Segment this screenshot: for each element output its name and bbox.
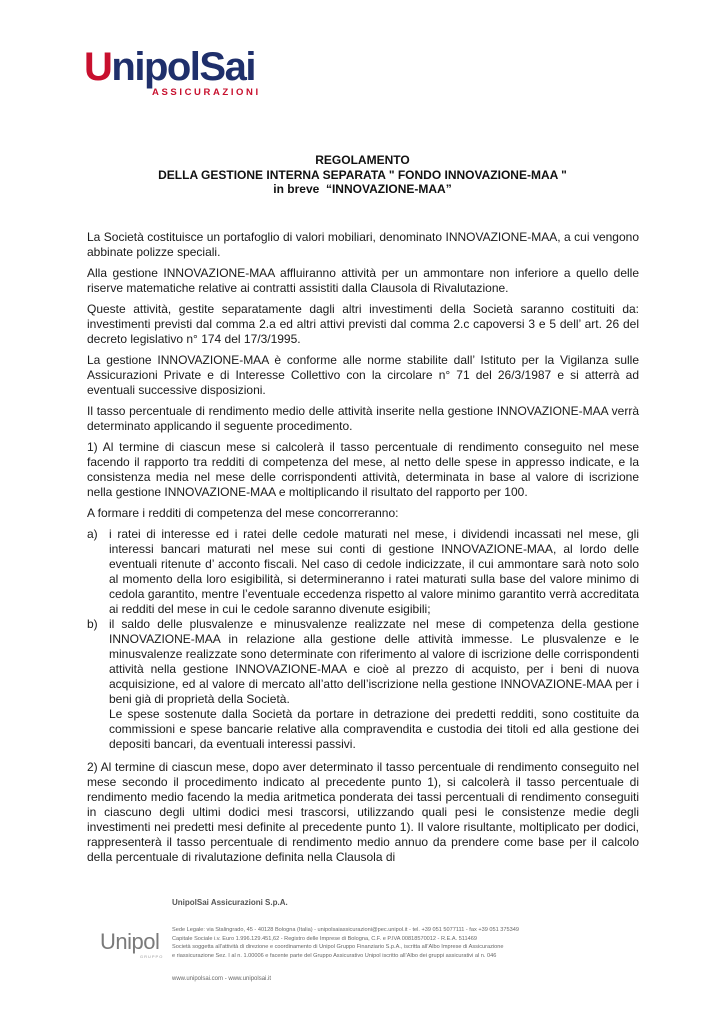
footer-line: e riassicurazione Sez. I al n. 1.00006 e facente parte del Gruppo Assicurativo Unipol iscritto all’Albo dei gruppi assicurativi al n. 046 (172, 952, 497, 959)
footer (100, 898, 660, 998)
footer-unipol-logo: Unipol (100, 929, 160, 954)
logo-tagline: ASSICURAZIONI (152, 87, 261, 98)
list-item (87, 617, 639, 752)
paragraph: 1) Al termine di ciascun mese si calcolerà il tasso percentuale di rendimento conseguito nel mese facendo il rapporto tra redditi di competenza del mese, al netto delle spese in appresso indicate, e la consistenza media nel mese delle corrispondenti attività, determinata in base al valore di iscrizione nella gestione INNOVAZIONE-MAA e moltiplicando il risultato del rapporto per 100. (87, 440, 639, 499)
document-heading (0, 153, 725, 197)
list-item-text: i ratei di interesse ed i ratei delle cedole maturati nel mese, i dividendi incassati nel mese, gli interessi bancari maturati nel mese sui conti di gestione INNOVAZIONE-MAA, al lordo delle eventuali ritenute d’ acconto fiscali. Nel caso di cedole indicizzate, il cui ammontare sarà noto solo al momento della loro esigibilità, si determineranno i ratei maturati sulla base del valore minimo di cedola garantito, mentre l’eventuale eccedenza rispetto al valore minimo garantito verrà accreditata ai redditi del mese in cui le cedole saranno divenute esigibili; (109, 527, 639, 616)
logo-wordmark: UnipolSai (84, 45, 255, 89)
paragraph: Queste attività, gestite separatamente dagli altri investimenti della Società saranno costituiti da: investimenti previsti dal comma 2.a ed altri attivi previsti dal comma 2.c capoversi 3 e 5 dell’ art. 26 del decreto legislativo n° 174 del 17/3/1995. (87, 302, 639, 346)
footer-legal-info (172, 926, 660, 960)
paragraph: La gestione INNOVAZIONE-MAA è conforme alle norme stabilite dall’ Istituto per la Vigilanza sulle Assicurazioni Private e di Interesse Collettivo con la circolare n° 71 del 26/3/1987 e si atterrà ad eventuali successive disposizioni. (87, 353, 639, 397)
unipolsai-logo (84, 44, 264, 100)
heading-line-2: DELLA GESTIONE INTERNA SEPARATA " FONDO INNOVAZIONE-MAA " (158, 167, 567, 182)
list-item-extra: Le spese sostenute dalla Società da portare in detrazione dei predetti redditi, sono costituite da commissioni e spese bancarie relative alla compravendita e custodia dei titoli ed alla gestione dei depositi bancari, da eventuali interessi passivi. (109, 707, 639, 751)
list-item (87, 527, 639, 617)
paragraph: A formare i redditi di competenza del mese concorreranno: (87, 506, 399, 520)
list-marker: a) (87, 527, 98, 541)
income-list (87, 527, 639, 752)
footer-logo-sub: GRUPPO (140, 954, 164, 959)
paragraph: La Società costituisce un portafoglio di valori mobiliari, denominato INNOVAZIONE-MAA, a cui vengono abbinate polizze speciali. (87, 230, 639, 259)
footer-line: Capitale Sociale i.v. Euro 1.996.129.451,62 - Registro delle Imprese di Bologna, C.F. e P.IVA 00818570012 - R.E.A. 511469 (172, 935, 477, 942)
paragraph: Alla gestione INNOVAZIONE-MAA affluiranno attività per un ammontare non inferiore a quello delle riserve matematiche relative ai contratti assistiti dalla Clausola di Rivalutazione. (87, 266, 639, 295)
footer-website: www.unipolsai.com - www.unipolsai.it (172, 976, 272, 982)
paragraph: Il tasso percentuale di rendimento medio delle attività inserite nella gestione INNOVAZIONE-MAA verrà determinato applicando il seguente procedimento. (87, 404, 639, 433)
footer-line: Sede Legale: via Stalingrado, 45 - 40128 Bologna (Italia) - unipolsaiassicurazioni@pec.unipol.it - tel. +39 051 5077111 - fax +39 051 375349 (172, 927, 519, 933)
heading-line-1: REGOLAMENTO (315, 153, 410, 167)
heading-line-3: in breve “INNOVAZIONE-MAA” (273, 182, 452, 196)
footer-line: Società soggetta all’attività di direzione e coordinamento di Unipol Gruppo Finanziario S.p.A., iscritta all’Albo Imprese di Assicurazione (172, 944, 504, 951)
paragraph: 2) Al termine di ciascun mese, dopo aver determinato il tasso percentuale di rendimento conseguito nel mese secondo il procedimento indicato al precedente punto 1), si calcolerà il tasso percentuale di rendimento medio facendo la media aritmetica ponderata dei tassi percentuali di rendimento conseguiti in ciascuno degli ultimi dodici mesi trascorsi, utilizzando quali pesi le consistenze medie degli investimenti nei predetti mesi definite al precedente punto 1). Il valore risultante, moltiplicato per dodici, rappresenterà il tasso percentuale di rendimento medio annuo da prendere come base per il calcolo della percentuale di rivalutazione definita nella Clausola di (87, 760, 639, 864)
list-item-text: il saldo delle plusvalenze e minusvalenze realizzate nel mese di competenza della gestione INNOVAZIONE-MAA in relazione alla gestione delle attività immesse. Le plusvalenze e le minusvalenze realizzate sono determinate con riferimento al valore di iscrizione delle corrispondenti attività nella gestione INNOVAZIONE-MAA e cioè al prezzo di acquisto, per i beni di nuova acquisizione, ed al valore di mercato all’atto dell’iscrizione nella gestione INNOVAZIONE-MAA per i beni già di proprietà della Società. (109, 617, 639, 706)
document-body (87, 230, 639, 871)
list-marker: b) (87, 617, 98, 631)
footer-company-name: UnipolSai Assicurazioni S.p.A. (172, 898, 288, 907)
